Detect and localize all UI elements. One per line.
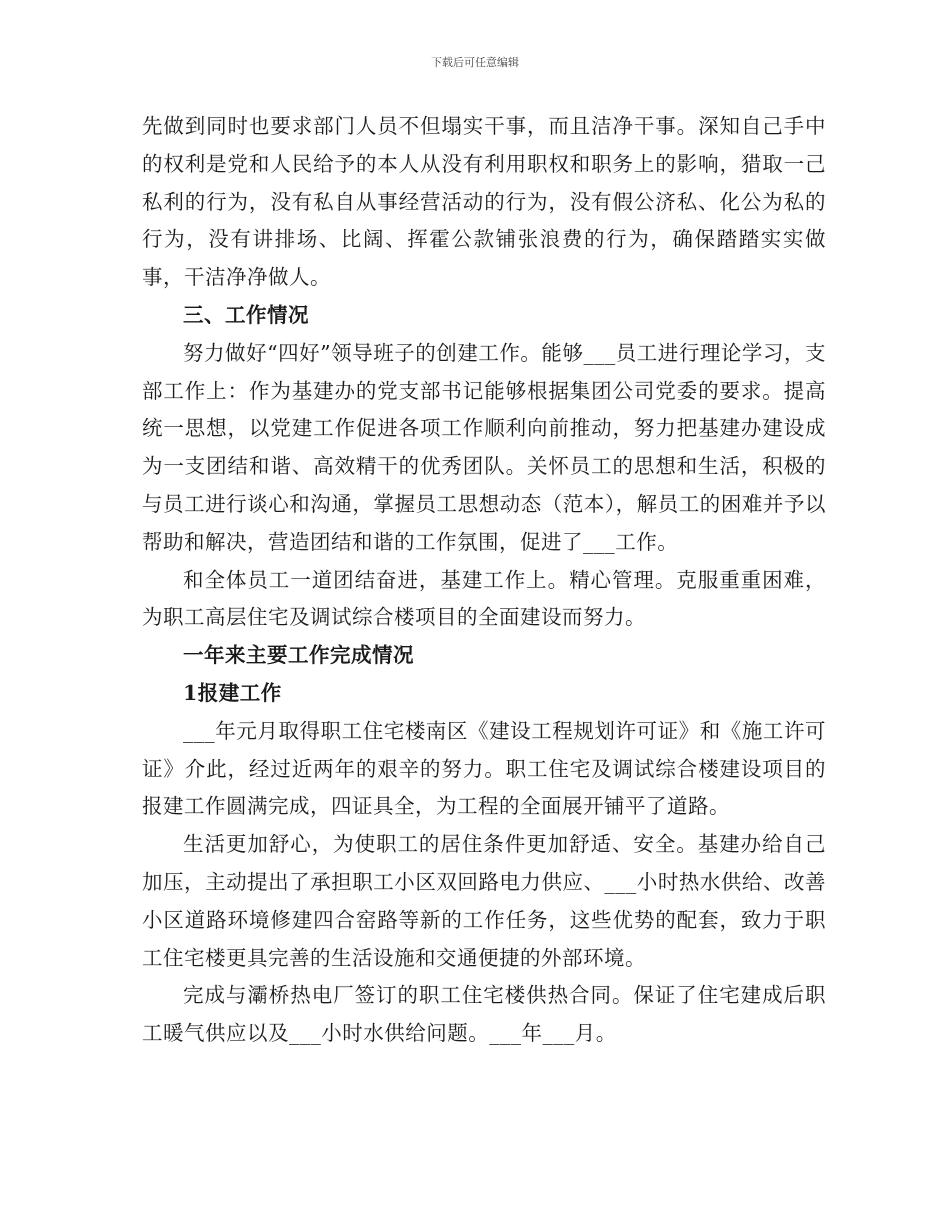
subheading-report-construction: 1报建工作 <box>183 680 282 705</box>
section-heading-work-situation: 三、工作情况 <box>183 302 309 327</box>
paragraph-3: 和全体员工一道团结奋进，基建工作上。精心管理。克服重重困难，为职工高层住宅及调试综合楼项目的全面建设而努力。 <box>142 567 826 630</box>
document-body <box>142 108 826 1053</box>
paragraph-4: ___年元月取得职工住宅楼南区《建设工程规划许可证》和《施工许可证》介此，经过近两年的艰辛的努力。职工住宅及调试综合楼建设项目的报建工作圆满完成，四证具全，为工程的全面展开铺平了道路。 <box>142 718 826 819</box>
paragraph-2: 努力做好“四好”领导班子的创建工作。能够___员工进行理论学习，支部工作上：作为基建办的党支部书记能够根据集团公司党委的要求。提高统一思想，以党建工作促进各项工作顺利向前推动，努力把基建办建设成为一支团结和谐、高效精干的优秀团队。关怀员工的思想和生活，积极的与员工进行谈心和沟通，掌握员工思想动态（范本），解员工的困难并予以帮助和解决，营造团结和谐的工作氛围，促进了___工作。 <box>142 340 826 554</box>
page-header-note: 下载后可任意编辑 <box>431 56 519 69</box>
paragraph-1: 先做到同时也要求部门人员不但塌实干事，而且洁净干事。深知自己手中的权利是党和人民给予的本人从没有利用职权和职务上的影响，猎取一己私利的行为，没有私自从事经营活动的行为，没有假公济私、化公为私的行为，没有讲排场、比阔、挥霍公款铺张浪费的行为，确保踏踏实实做事，干洁净净做人。 <box>142 114 826 290</box>
paragraph-5: 生活更加舒心，为使职工的居住条件更加舒适、安全。基建办给自己加压，主动提出了承担职工小区双回路电力供应、___小时热水供给、改善小区道路环境修建四合窑路等新的工作任务，这些优势的配套，致力于职工住宅楼更具完善的生活设施和交通便捷的外部环境。 <box>142 832 826 970</box>
section-heading-annual-work: 一年来主要工作完成情况 <box>183 643 414 668</box>
paragraph-6: 完成与灞桥热电厂签订的职工住宅楼供热合同。保证了住宅建成后职工暖气供应以及___小时水供给问题。___年___月。 <box>142 983 826 1046</box>
